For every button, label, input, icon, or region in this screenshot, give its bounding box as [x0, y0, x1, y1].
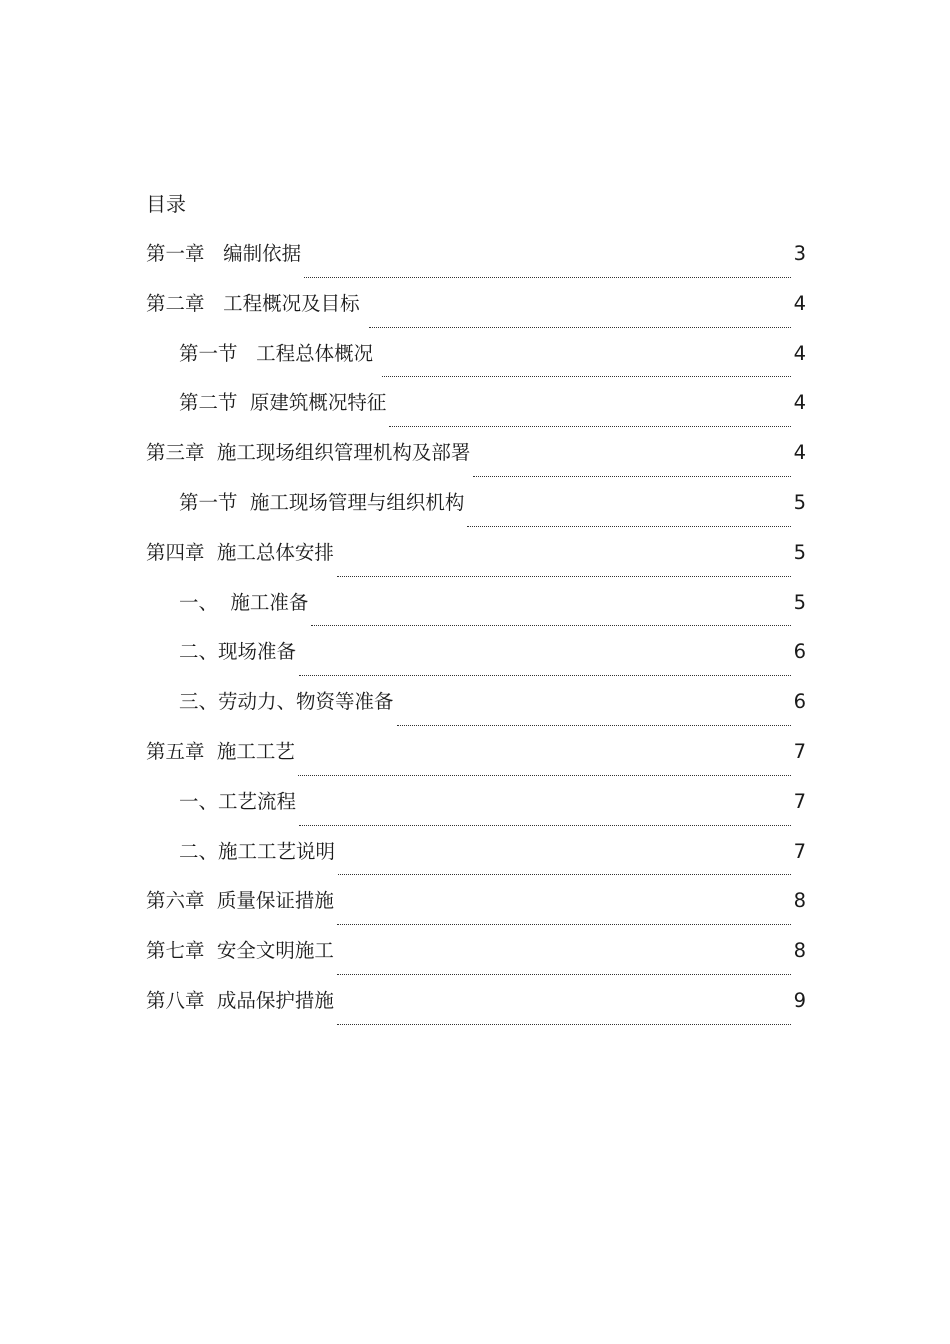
- toc-dot-leader: [473, 476, 790, 477]
- toc-page-number: 6: [793, 690, 806, 714]
- toc-entry-text: 第三章 施工现场组织管理机构及部署: [146, 441, 471, 465]
- toc-page-number: 4: [793, 341, 806, 365]
- toc-dot-leader: [397, 725, 791, 726]
- toc-dot-leader: [337, 576, 791, 577]
- toc-entry[interactable]: [0, 539, 950, 589]
- toc-entry-text: 第二章 工程概况及目标: [146, 291, 366, 315]
- toc-entry[interactable]: [0, 688, 950, 738]
- toc-page-number: 8: [793, 939, 806, 963]
- toc-page-number: 5: [793, 490, 806, 514]
- toc-dot-leader: [299, 825, 791, 826]
- toc-dot-leader: [299, 675, 791, 676]
- toc-entry[interactable]: [0, 638, 950, 688]
- toc-entry[interactable]: [0, 887, 950, 937]
- toc-entry-text: 二、现场准备: [179, 640, 297, 664]
- toc-entry-text: 第五章 施工工艺: [146, 739, 295, 763]
- toc-page-number: 3: [793, 242, 806, 265]
- toc-page-number: 4: [793, 441, 806, 465]
- toc-entry[interactable]: [0, 589, 950, 639]
- toc-dot-leader: [382, 376, 790, 377]
- toc-page-number: 8: [793, 889, 806, 913]
- toc-dot-leader: [338, 874, 791, 875]
- toc-dot-leader: [311, 625, 790, 626]
- toc-entry[interactable]: [0, 489, 950, 539]
- toc-entry-text: 第四章 施工总体安排: [146, 540, 334, 564]
- toc-dot-leader: [369, 327, 791, 328]
- toc-entry-text: 第七章 安全文明施工: [146, 939, 334, 963]
- table-of-contents: [0, 240, 950, 1037]
- toc-dot-leader: [298, 775, 791, 776]
- toc-entry-text: 一、工艺流程: [179, 789, 297, 813]
- toc-entry-text: 二、施工工艺说明: [179, 839, 336, 863]
- toc-page-number: 5: [793, 590, 806, 614]
- toc-entry[interactable]: [0, 987, 950, 1037]
- toc-dot-leader: [337, 924, 791, 925]
- toc-dot-leader: [389, 426, 790, 427]
- toc-entry-text: 第六章 质量保证措施: [146, 889, 334, 913]
- toc-page-number: 7: [793, 739, 806, 763]
- toc-entry-text: 第八章 成品保护措施: [146, 988, 334, 1012]
- toc-dot-leader: [304, 277, 790, 278]
- toc-entry-text: 一、 施工准备: [179, 590, 309, 614]
- toc-title: 目录: [146, 192, 186, 216]
- toc-dot-leader: [337, 1024, 791, 1025]
- toc-page-number: 6: [793, 640, 806, 664]
- toc-entry-text: 第一节 工程总体概况: [179, 341, 380, 365]
- toc-page-number: 7: [793, 789, 806, 813]
- toc-page-number: 4: [793, 291, 806, 315]
- toc-entry[interactable]: [0, 389, 950, 439]
- toc-page-number: 7: [793, 839, 806, 863]
- toc-entry[interactable]: [0, 788, 950, 838]
- toc-entry[interactable]: [0, 340, 950, 390]
- toc-entry[interactable]: [0, 439, 950, 489]
- toc-page-number: 5: [793, 540, 806, 564]
- toc-page-number: 4: [793, 391, 806, 415]
- toc-page-number: 9: [793, 988, 806, 1012]
- toc-entry[interactable]: [0, 838, 950, 888]
- toc-entry-text: 第一章 编制依据: [146, 242, 302, 265]
- toc-entry[interactable]: [0, 240, 950, 290]
- toc-dot-leader: [337, 974, 791, 975]
- toc-entry-text: 第一节 施工现场管理与组织机构: [179, 490, 465, 514]
- toc-dot-leader: [467, 526, 790, 527]
- toc-entry-text: 第二节 原建筑概况特征: [179, 391, 387, 415]
- toc-entry[interactable]: [0, 290, 950, 340]
- toc-entry-text: 三、劳动力、物资等准备: [179, 690, 394, 714]
- toc-entry[interactable]: [0, 738, 950, 788]
- toc-entry[interactable]: [0, 937, 950, 987]
